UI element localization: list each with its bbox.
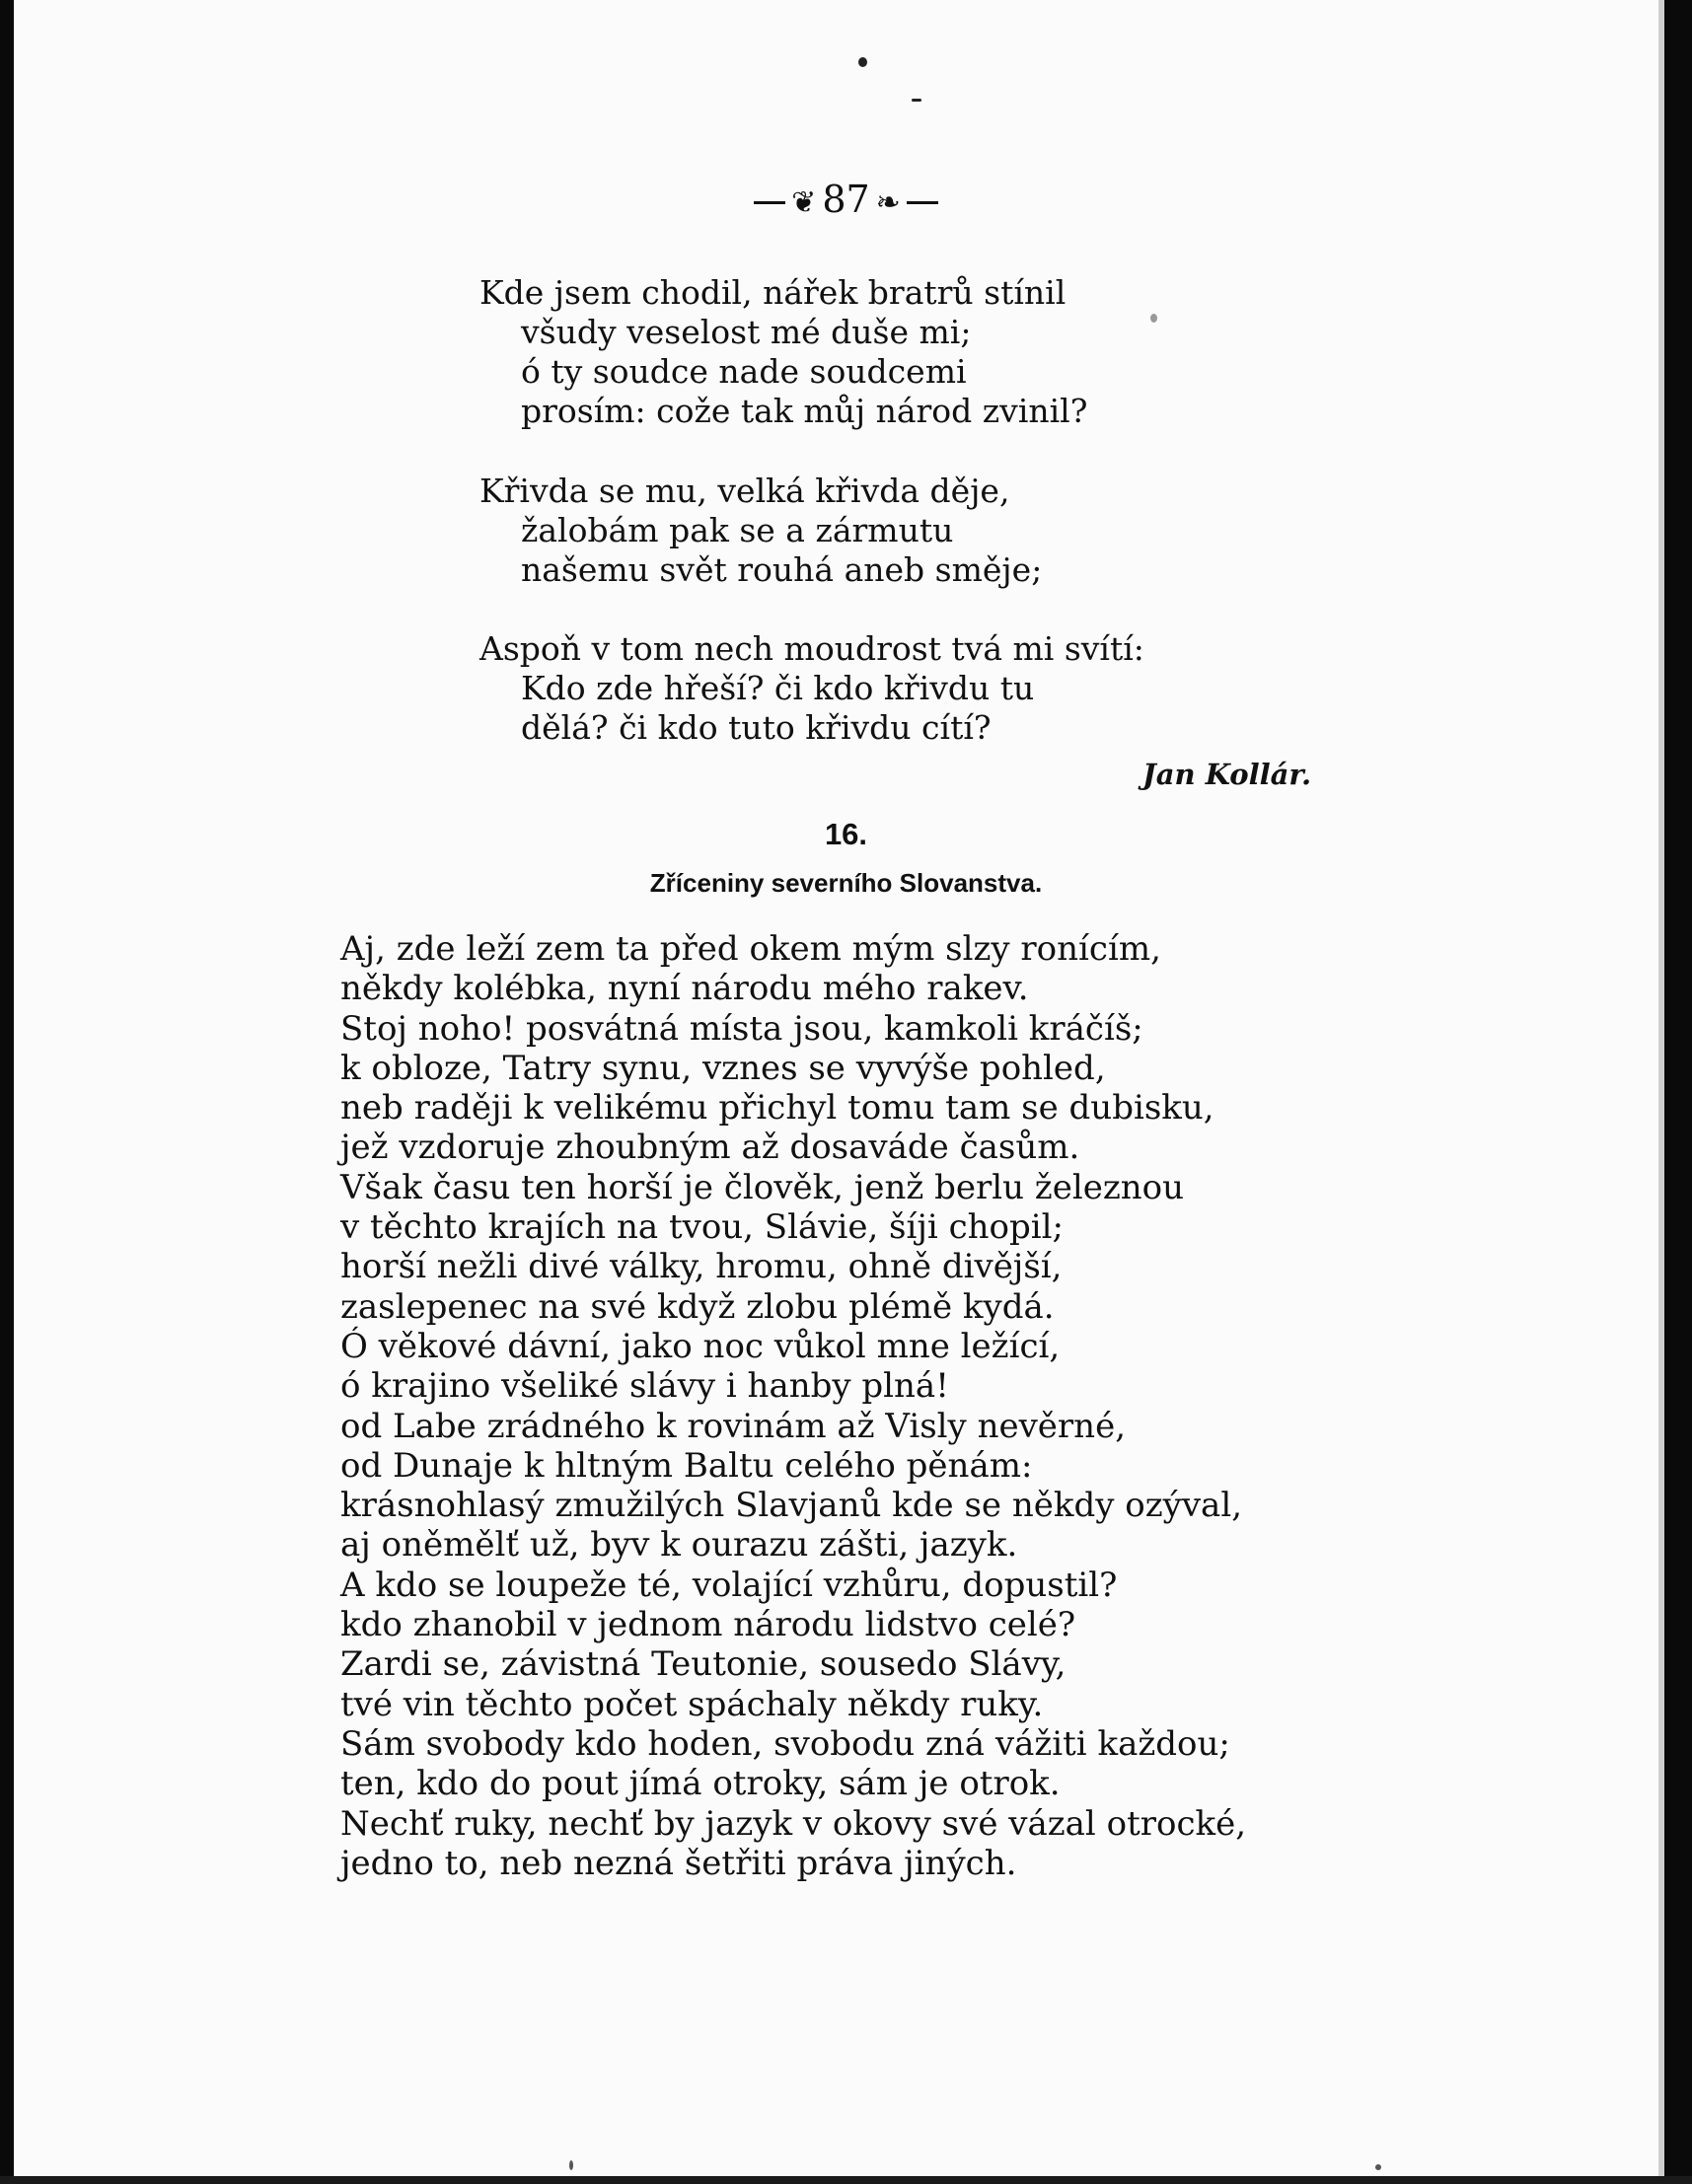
- poem-line: Aj, zde leží zem ta před okem mým slzy ronícím,: [340, 929, 1161, 969]
- poem-line: Ó věkové dávní, jako noc vůkol mne ležící,: [340, 1326, 1061, 1366]
- poem-line: od Labe zrádného k rovinám až Visly nevěrné,: [340, 1406, 1126, 1446]
- ornament-right-icon: ❧: [875, 184, 901, 220]
- poem-line: aj oněmělť už, byv k ourazu zášti, jazyk.: [340, 1525, 1018, 1565]
- poem1-stanza-1: [479, 273, 1087, 431]
- poem-line: dělá? či kdo tuto křivdu cítí?: [521, 708, 992, 747]
- scan-border-bottom: [0, 2176, 1692, 2184]
- header-rule-right: [907, 201, 938, 204]
- scan-border-left: [0, 0, 14, 2184]
- poem-line: ten, kdo do pout jímá otroky, sám je otrok.: [340, 1764, 1061, 1804]
- poem-line: Aspoň v tom nech moudrost tvá mi svítí:: [479, 629, 1144, 668]
- scan-speck: [1375, 2164, 1381, 2170]
- poem2-title: Zříceniny severního Slovanstva.: [649, 868, 1043, 898]
- poem1-stanza-2: [479, 472, 1042, 590]
- poem-line: kdo zhanobil v jednom národu lidstvo celé?: [340, 1605, 1076, 1645]
- poem-line: v těchto krajích na tvou, Slávie, šíji chopil;: [340, 1207, 1064, 1248]
- poem-line: od Dunaje k hltným Baltu celého pěnám:: [340, 1445, 1033, 1486]
- poem1-stanza-3: [479, 629, 1144, 748]
- poem-line: našemu svět rouhá aneb směje;: [521, 550, 1043, 589]
- poem-line: Nechť ruky, nechť by jazyk v okovy své vázal otrocké,: [340, 1803, 1247, 1844]
- poem2-number: 16.: [824, 817, 868, 851]
- scan-speck: [569, 2160, 573, 2170]
- poem-line: prosím: cože tak můj národ zvinil?: [521, 392, 1088, 430]
- page-header: [0, 176, 1692, 227]
- poem-line: A kdo se loupeže té, volající vzhůru, dopustil?: [340, 1565, 1118, 1605]
- poem-line: Stoj noho! posvátná místa jsou, kamkoli kráčíš;: [340, 1008, 1143, 1049]
- poem-line: Křivda se mu, velká křivda děje,: [479, 472, 1010, 510]
- poem-line: Však času ten horší je člověk, jenž berlu železnou: [340, 1167, 1184, 1207]
- poem-line: k obloze, Tatry synu, vznes se vyvýše pohled,: [340, 1048, 1106, 1088]
- poem-line: ó ty soudce nade soudcemi: [521, 352, 967, 391]
- poem-line: všudy veselost mé duše mi;: [521, 313, 972, 351]
- poem-line: jež vzdoruje zhoubným až dosaváde časům.: [340, 1128, 1080, 1168]
- poem2-body: [340, 929, 1246, 1883]
- poem-line: ó krajino všeliké slávy i hanby plná!: [340, 1366, 949, 1407]
- poem-line: jedno to, neb nezná šetřiti práva jiných.: [340, 1843, 1017, 1883]
- scan-speck: [912, 99, 921, 102]
- poem-line: zaslepenec na své když zlobu plémě kydá.: [340, 1286, 1055, 1327]
- ornament-left-icon: ❦: [791, 184, 817, 220]
- page-number: 87: [822, 178, 870, 221]
- poem-line: žalobám pak se a zármutu: [521, 511, 954, 549]
- poem-line: krásnohlasý zmužilých Slavjanů kde se někdy ozýval,: [340, 1486, 1242, 1526]
- poem1-author: Jan Kollár.: [1142, 758, 1312, 791]
- poem-line: horší nežli divé války, hromu, ohně divější,: [340, 1247, 1063, 1287]
- scan-border-right: [1664, 0, 1692, 2184]
- scan-speck: [1150, 314, 1157, 323]
- poem-line: Kdo zde hřeší? či kdo křivdu tu: [521, 669, 1035, 707]
- poem-line: někdy kolébka, nyní národu mého rakev.: [340, 969, 1029, 1009]
- poem-line: tvé vin těchto počet spáchaly někdy ruky.: [340, 1684, 1044, 1724]
- header-rule-left: [754, 201, 785, 204]
- scan-speck: [858, 57, 867, 67]
- poem-line: Zardi se, závistná Teutonie, sousedo Slávy,: [340, 1644, 1067, 1685]
- poem-line: Kde jsem chodil, nářek bratrů stínil: [479, 273, 1067, 312]
- poem-line: neb raději k velikému přichyl tomu tam se dubisku,: [340, 1088, 1214, 1128]
- poem-line: Sám svobody kdo hoden, svobodu zná vážiti každou;: [340, 1723, 1230, 1764]
